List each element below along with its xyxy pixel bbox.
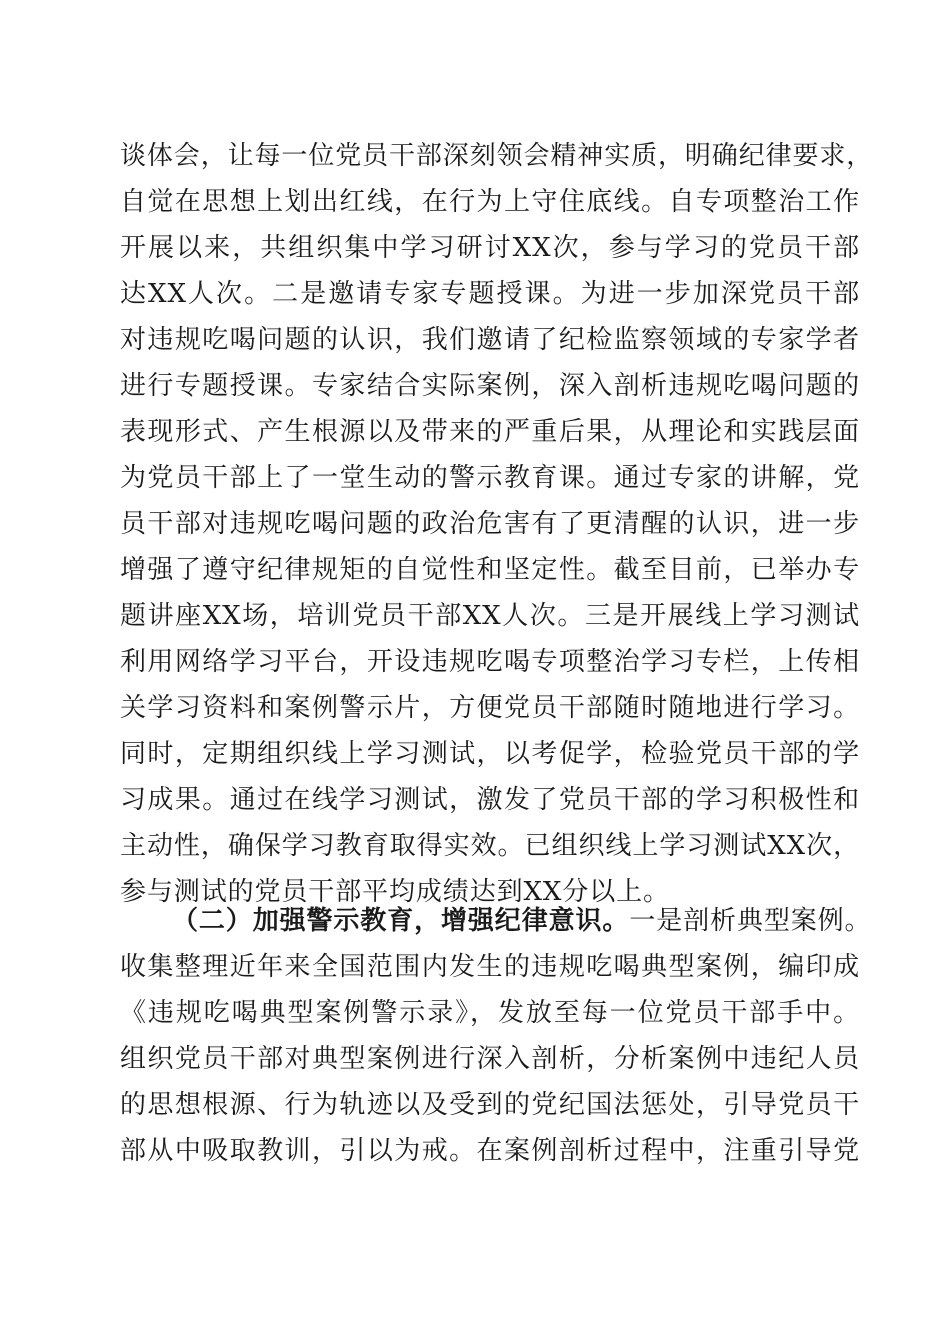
paragraph-2-line: 组织党员干部对典型案例进行深入剖析，分析案例中违纪人员	[120, 1044, 860, 1074]
paragraph-1-line: 进行专题授课。专家结合实际案例，深入剖析违规吃喝问题的	[120, 371, 860, 401]
paragraph-1-line: 员干部对违规吃喝问题的政治危害有了更清醒的认识，进一步	[120, 509, 860, 539]
paragraph-2	[120, 898, 872, 1174]
paragraph-2-first-line	[120, 898, 872, 944]
paragraph-1-line: 达XX人次。二是邀请专家专题授课。为进一步加深党员干部	[120, 279, 860, 309]
paragraph-2-first-line-rest: 一是剖析典型案例。	[629, 906, 872, 936]
paragraph-1-line: 主动性，确保学习教育取得实效。已组织线上学习测试XX次，	[120, 831, 860, 861]
paragraph-1-line: 自觉在思想上划出红线，在行为上守住底线。自专项整治工作	[120, 187, 860, 217]
paragraph-1-line: 为党员干部上了一堂生动的警示教育课。通过专家的讲解，党	[120, 463, 860, 493]
paragraph-1-line: 对违规吃喝问题的认识，我们邀请了纪检监察领域的专家学者	[120, 325, 860, 355]
paragraph-1-last-line: 参与测试的党员干部平均成绩达到XX分以上。	[120, 877, 670, 907]
paragraph-1-line: 利用网络学习平台，开设违规吃喝专项整治学习专栏，上传相	[120, 647, 860, 677]
paragraph-1-line: 谈体会，让每一位党员干部深刻领会精神实质，明确纪律要求，	[120, 141, 874, 171]
paragraph-2-line: 的思想根源、行为轨迹以及受到的党纪国法惩处，引导党员干	[120, 1090, 860, 1120]
paragraph-1-line: 题讲座XX场，培训党员干部XX人次。三是开展线上学习测试	[120, 601, 860, 631]
paragraph-1-line: 同时，定期组织线上学习测试，以考促学，检验党员干部的学	[120, 739, 860, 769]
section-heading: （二）加强警示教育，增强纪律意识。	[172, 906, 630, 936]
paragraph-1-line: 表现形式、产生根源以及带来的严重后果，从理论和实践层面	[120, 417, 860, 447]
paragraph-2-line: 收集整理近年来全国范围内发生的违规吃喝典型案例，编印成	[120, 952, 860, 982]
paragraph-1-line: 增强了遵守纪律规矩的自觉性和坚定性。截至目前，已举办专	[120, 555, 860, 585]
paragraph-1	[120, 133, 874, 915]
paragraph-2-line: 《违规吃喝典型案例警示录》，发放至每一位党员干部手中。	[120, 998, 860, 1028]
paragraph-1-line: 关学习资料和案例警示片，方便党员干部随时随地进行学习。	[120, 693, 860, 723]
paragraph-1-line: 开展以来，共组织集中学习研讨XX次，参与学习的党员干部	[120, 233, 860, 263]
paragraph-2-line: 部从中吸取教训，引以为戒。在案例剖析过程中，注重引导党	[120, 1136, 860, 1166]
paragraph-1-line: 习成果。通过在线学习测试，激发了党员干部的学习积极性和	[120, 785, 860, 815]
